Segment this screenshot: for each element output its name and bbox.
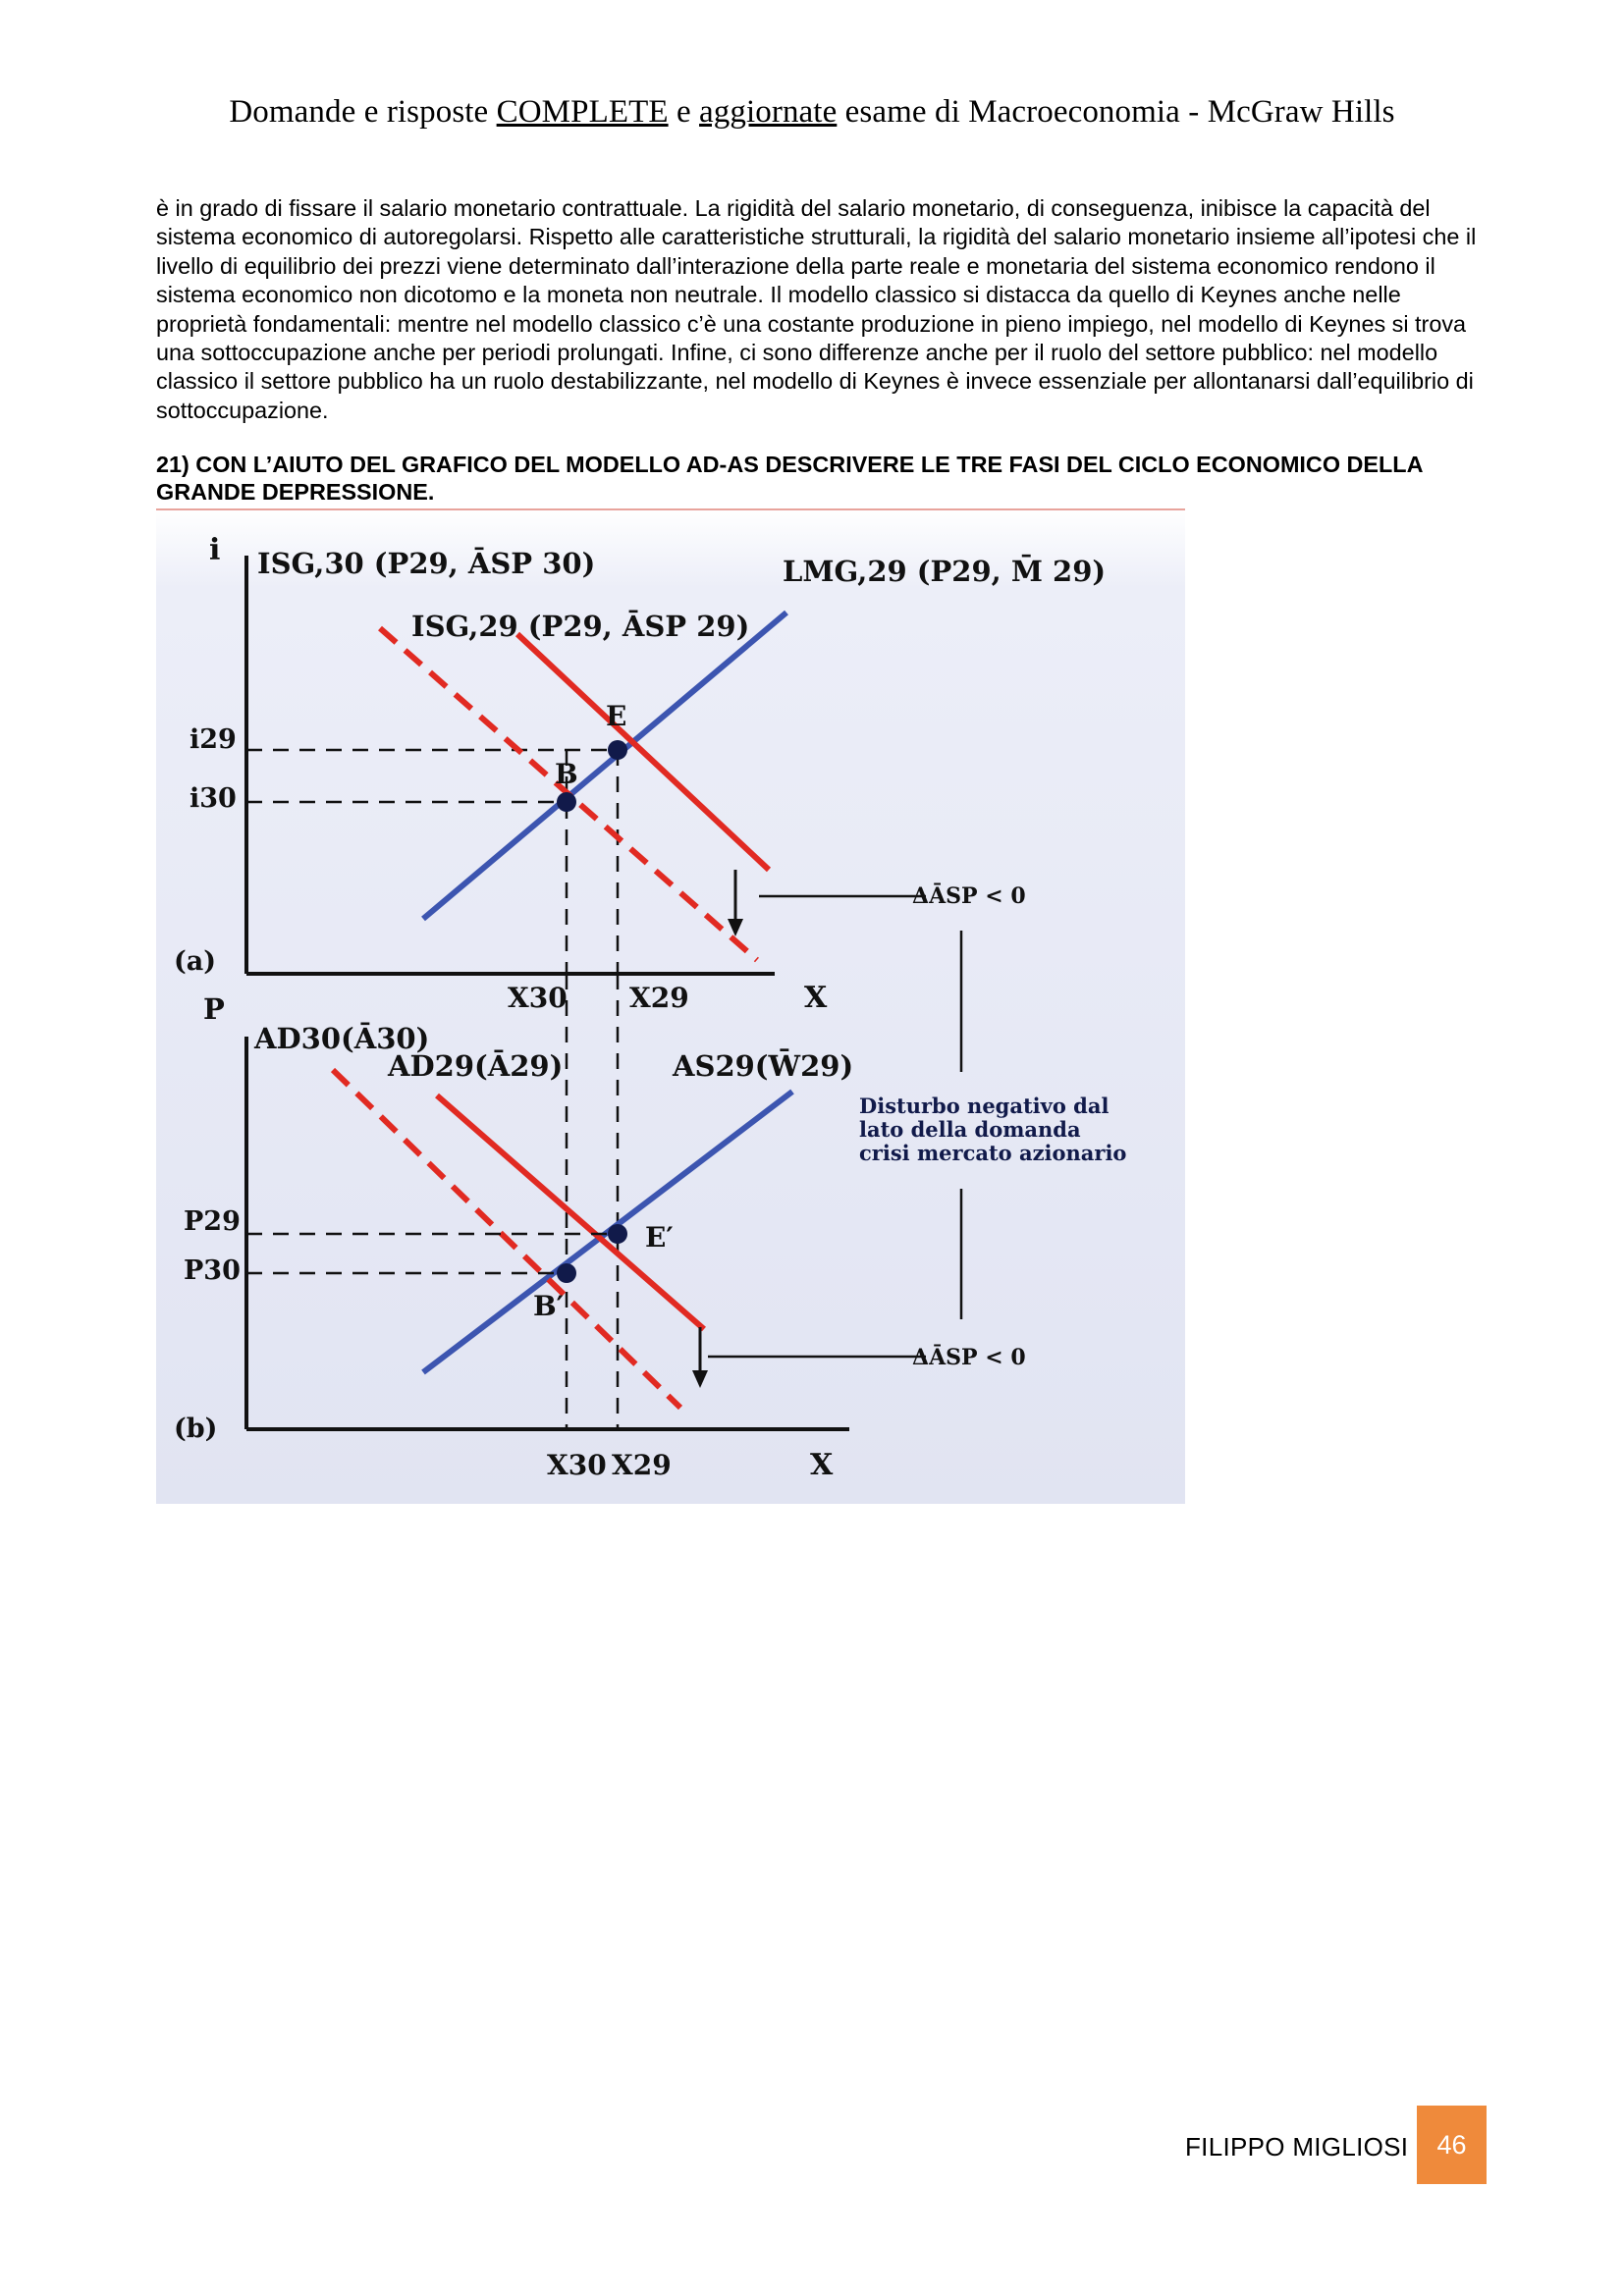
ad30-label: AD30(Ā30): [254, 1022, 430, 1055]
axis-a-y-label: i: [209, 533, 221, 567]
point-b-prime-label: B′: [533, 1290, 565, 1322]
body-paragraph: è in grado di fissare il salario monetario contrattuale. La rigidità del salario monetario, di conseguenza, inibisce la capacità del sistema economico di autoregolarsi. Rispetto alle caratteristiche strutturali, la rigidità del salario monetario insieme all’ipotesi che il livello di equilibrio dei prezzi viene determinato dall’interazione della parte reale e monetaria del sistema economico rendono il sistema economico non dicotomo e la moneta non neutrale. Il modello classico si distacca da quello di Keynes anche nelle proprietà fondamentali: mentre nel modello classico c’è una costante produzione in pieno impiego, nel modello di Keynes si trova una sottoccupazione anche per periodi prolungati. Infine, ci sono differenze anche per il ruolo del settore pubblico: nel modello classico il settore pubblico ha un ruolo destabilizzante, nel modello di Keynes è invece essenziale per allontanarsi dall’equilibrio di sottoccupazione.: [156, 195, 1477, 423]
page-number: 46: [1417, 2106, 1487, 2184]
ad29-label: AD29(Ā29): [388, 1049, 564, 1083]
is30-label: ISG,30 (P29, ĀSP 30): [257, 547, 596, 580]
point-b-label: B: [555, 758, 578, 790]
annotation-line-2: lato della domanda: [859, 1117, 1081, 1142]
shift-a-label: ΔĀSP < 0: [912, 883, 1026, 909]
point-b-prime-marker: [557, 1263, 576, 1283]
page-header: [0, 94, 1624, 131]
x30-b-label: X30: [547, 1449, 607, 1481]
is-lm-ad-as-figure: [156, 508, 1185, 1504]
axis-b-x-label: X: [810, 1448, 834, 1482]
i29-label: i29: [189, 724, 237, 755]
x29-a-label: X29: [629, 982, 689, 1014]
header-mid: e: [668, 94, 700, 130]
is29-label: ISG,29 (P29, ĀSP 29): [411, 610, 750, 643]
panel-a-label: (a): [174, 946, 217, 977]
panel-b-label: (b): [174, 1414, 218, 1444]
point-b-marker: [557, 792, 576, 812]
annotation-line-3: crisi mercato azionario: [859, 1141, 1127, 1165]
header-complete: COMPLETE: [496, 94, 669, 130]
header-post: esame di Macroeconomia - McGraw Hills: [837, 94, 1395, 130]
lm-label: LMG,29 (P29, M̄ 29): [783, 555, 1107, 588]
i30-label: i30: [189, 783, 237, 814]
footer-author: FILIPPO MIGLIOSI: [1185, 2132, 1409, 2162]
p29-label: P29: [184, 1206, 241, 1237]
x29-b-label: X29: [612, 1449, 672, 1481]
p30-label: P30: [184, 1255, 241, 1286]
axis-a-x-label: X: [804, 981, 828, 1015]
annotation-line-1: Disturbo negativo dal: [859, 1094, 1110, 1118]
question-heading: 21) CON L’AIUTO DEL GRAFICO DEL MODELLO AD-AS DESCRIVERE LE TRE FASI DEL CICLO ECONOMICO DELLA GRANDE DEPRESSIONE.: [156, 452, 1423, 505]
as29-label: AS29(W̄29): [673, 1049, 854, 1083]
point-e-prime-label: E′: [645, 1221, 674, 1254]
header-aggiornate: aggiornate: [699, 94, 838, 130]
x30-a-label: X30: [508, 982, 568, 1014]
header-pre: Domande e risposte: [229, 94, 497, 130]
point-e-prime-marker: [608, 1224, 627, 1244]
point-e-marker: [608, 740, 627, 760]
point-e-label: E: [606, 700, 627, 732]
axis-b-y-label: P: [203, 992, 225, 1026]
shift-b-label: ΔĀSP < 0: [912, 1345, 1026, 1370]
